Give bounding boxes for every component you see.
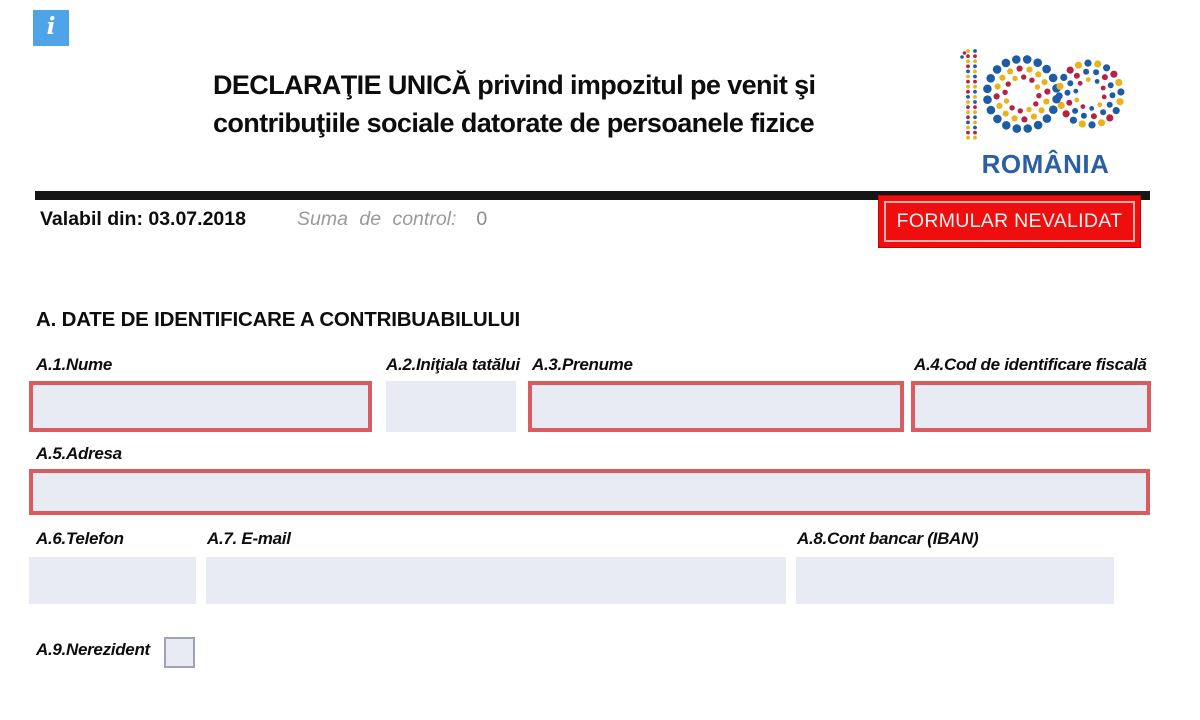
romania-100-logo bbox=[958, 44, 1133, 180]
control-sum-label: Suma de control: bbox=[297, 208, 457, 230]
form-status-label: FORMULAR NEVALIDAT bbox=[884, 201, 1135, 242]
info-icon[interactable]: i bbox=[33, 10, 69, 46]
control-sum bbox=[297, 208, 487, 231]
email-input[interactable] bbox=[206, 557, 786, 604]
cod-identificare-fiscala-input[interactable] bbox=[911, 381, 1151, 432]
label-prenume: A.3.Prenume bbox=[532, 355, 633, 374]
label-cont-bancar-iban: A.8.Cont bancar (IBAN) bbox=[797, 529, 979, 548]
valid-from-text: Valabil din: 03.07.2018 bbox=[40, 208, 246, 230]
label-telefon: A.6.Telefon bbox=[36, 529, 124, 548]
label-nume: A.1.Nume bbox=[36, 355, 113, 374]
nume-input[interactable] bbox=[29, 381, 372, 432]
page-title bbox=[213, 67, 873, 142]
initiala-tatalui-input[interactable] bbox=[386, 381, 516, 432]
label-cod-identificare-fiscala: A.4.Cod de identificare fiscală bbox=[914, 355, 1147, 374]
control-sum-value: 0 bbox=[476, 208, 488, 230]
label-nerezident: A.9.Nerezident bbox=[36, 640, 150, 659]
cont-bancar-iban-input[interactable] bbox=[796, 557, 1114, 604]
nerezident-checkbox[interactable] bbox=[164, 637, 195, 668]
label-initiala-tatalui: A.2.Iniţiala tatălui bbox=[386, 355, 520, 374]
telefon-input[interactable] bbox=[29, 557, 196, 604]
logo-100-dots bbox=[958, 44, 1133, 142]
logo-romania-text: ROMÂNIA bbox=[981, 149, 1110, 179]
section-a-heading: A. DATE DE IDENTIFICARE A CONTRIBUABILULUI bbox=[36, 308, 520, 331]
page-title-line1: DECLARAŢIE UNICĂ privind impozitul pe venit şi bbox=[213, 70, 816, 100]
form-status-badge bbox=[878, 195, 1141, 248]
label-adresa: A.5.Adresa bbox=[36, 444, 122, 463]
label-email: A.7. E-mail bbox=[207, 529, 291, 548]
page-title-line2: contribuţiile sociale datorate de persoanele fizice bbox=[213, 107, 815, 138]
prenume-input[interactable] bbox=[528, 381, 904, 432]
adresa-input[interactable] bbox=[29, 469, 1150, 515]
